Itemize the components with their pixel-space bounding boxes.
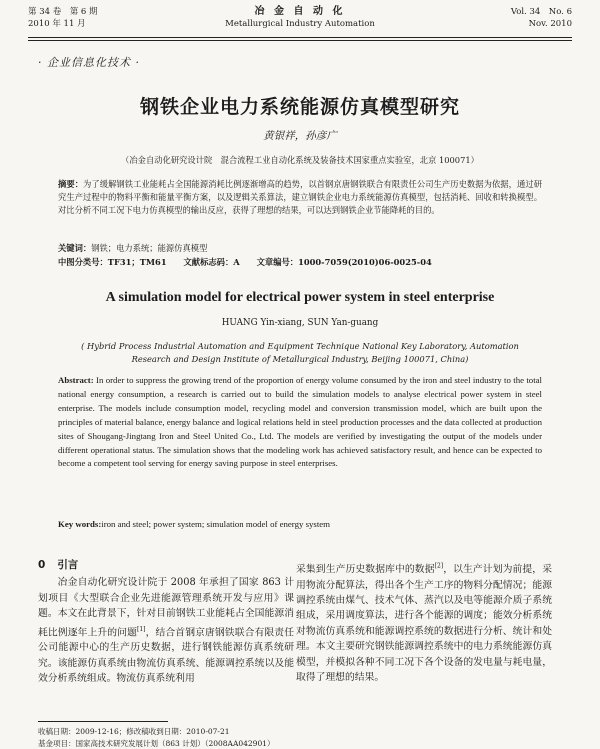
citation-ref[interactable]: [2] [434,563,444,570]
body-column-right [296,559,552,686]
intro-title: 引言 [57,559,79,571]
authors-cn: 黄银祥，孙彦广 [263,130,337,142]
keywords-cn [58,242,207,254]
section-label: · 企业信息化技术 · [38,56,140,69]
footnote-fund: 基金项目：国家高技术研究发展计划（863 计划）（2008AA042901） [38,739,275,748]
article-number: 文章编号：1000-7059(2010)06-0025-04 [256,257,432,267]
intro-text-2: ，结合首钢京唐钢铁联合有限责任公司能源中心的生产历史数据，进行钢铁能源仿真系统研究。该能源仿真系统由物流仿真系统、能源调控系统以及能效分析系统组成。物流仿真系统利用 [38,626,294,685]
keywords-en-text: iron and steel; power system; simulation model of energy system [101,519,331,529]
footnote-rule [38,721,168,722]
authors-en: HUANG Yin-xiang, SUN Yan-guang [221,318,379,328]
abstract-en [58,374,542,471]
header-rule [28,37,572,38]
intro-heading [38,558,294,573]
keywords-cn-label: 关键词： [58,243,92,253]
footnote-received: 收稿日期：2009-12-16；修改稿收到日期：2010-07-21 [38,727,230,736]
date-cn: 2010 年 11 月 [28,19,86,29]
abstract-en-label: Abstract: [58,375,94,385]
title-en: A simulation model for electrical power system in steel enterprise [105,290,495,305]
body-column-left [38,558,294,687]
volume-cn: 第 34 卷 第 6 期 [28,7,98,17]
abstract-cn-label: 摘要： [58,179,84,189]
header-rule-thin [28,40,572,41]
clc-number: 中图分类号：TF31；TM61 [58,257,167,267]
intro-paragraph-left [38,575,294,686]
date-en: Nov. 2010 [528,19,572,29]
abstract-en-text: In order to suppress the growing trend of the proportion of energy volume consumed by the iron and steel industry to the total national energy consumption, a research is carried out to build the simulation models to analyse electrical power system in steel enterprise. The models include consumption model, recycling model and conversion transmission model, which are built upon the principles of material balance, energy balance and logical relations held in steel production processes and the data collected at production sites of Shougang-Jingtang Iron and Steel United Co., Ltd. The models are verified by investigating the output of the models under different operational status. The simulation shows that the modeling work has achieved satisfactory result, and hence can be expected to become a competent tool serving for energy saving purpose in steel enterprises. [58,375,542,469]
intro-text-4: ，以生产计划为前提，采用物流分配算法，得出各个生产工序的物料分配情况；能源调控系统由煤气、技术气体、蒸汽以及电等能源介质子系统组成，采用调度算法，进行各个能源的调度；能效分析系统对物流仿真系统和能源调控系统的数据进行分析、统计和处理。本文主要研究钢铁能源调控系统中的电力系统能源仿真模型，并模拟各种不同工况下各个设备的发电量与耗电量，取得了理想的结果。 [296,564,553,684]
intro-text-3: 采集到生产历史数据库中的数据 [296,564,435,576]
abstract-cn-text: 为了缓解钢铁工业能耗占全国能源消耗比例逐渐增高的趋势，以首钢京唐钢铁联合有限责任公司生产历史数据为依据，通过研究生产过程中的物料平衡和能量平衡方案，以及逻辑关系算法，建立钢铁企业电力系统能源仿真模型，包括消耗、回收和转换模型。对比分析不同工况下电力仿真模型的输出反应，获得了理想的结果，可以达到钢铁企业节能降耗的目的。 [58,179,542,216]
keywords-en [58,519,330,529]
header-center [28,6,572,30]
classification-line [58,256,446,268]
volume-en: Vol. 34 No. 6 [510,7,572,17]
header-right [511,6,572,30]
document-code: 文献标志码：A [183,257,240,267]
intro-paragraph-right [296,564,552,683]
citation-ref[interactable]: [1] [137,625,146,633]
running-header [28,6,572,34]
keywords-en-label: Key words: [58,519,102,529]
journal-name-en: Metallurgical Industry Automation [225,19,375,29]
journal-name-cn: 冶 金 自 动 化 [254,6,346,17]
keywords-cn-text: 钢铁；电力系统；能源仿真模型 [91,243,208,253]
affiliation-en: ( Hybrid Process Industrial Automation and Equipment Technique National Key Laboratory, Automation Research and Design Institute of Metallurgical Industry, Beijing 100071, China) [81,341,519,364]
abstract-cn [58,178,542,218]
title-cn: 钢铁企业电力系统能源仿真模型研究 [139,96,460,118]
intro-number: 0 [38,559,46,571]
intro-text-1: 冶金自动化研究设计院于 2008 年承担了国家 863 计划项目《大型联合企业先进能源管理系统开发与应用》课题。本文在此背景下，针对目前钢铁工业能耗占全国能源消耗比例逐年上升的问题 [38,577,294,638]
affiliation-cn: （冶金自动化研究设计院 混合流程工业自动化系统及装备技术国家重点实验室，北京 100071） [121,155,479,165]
